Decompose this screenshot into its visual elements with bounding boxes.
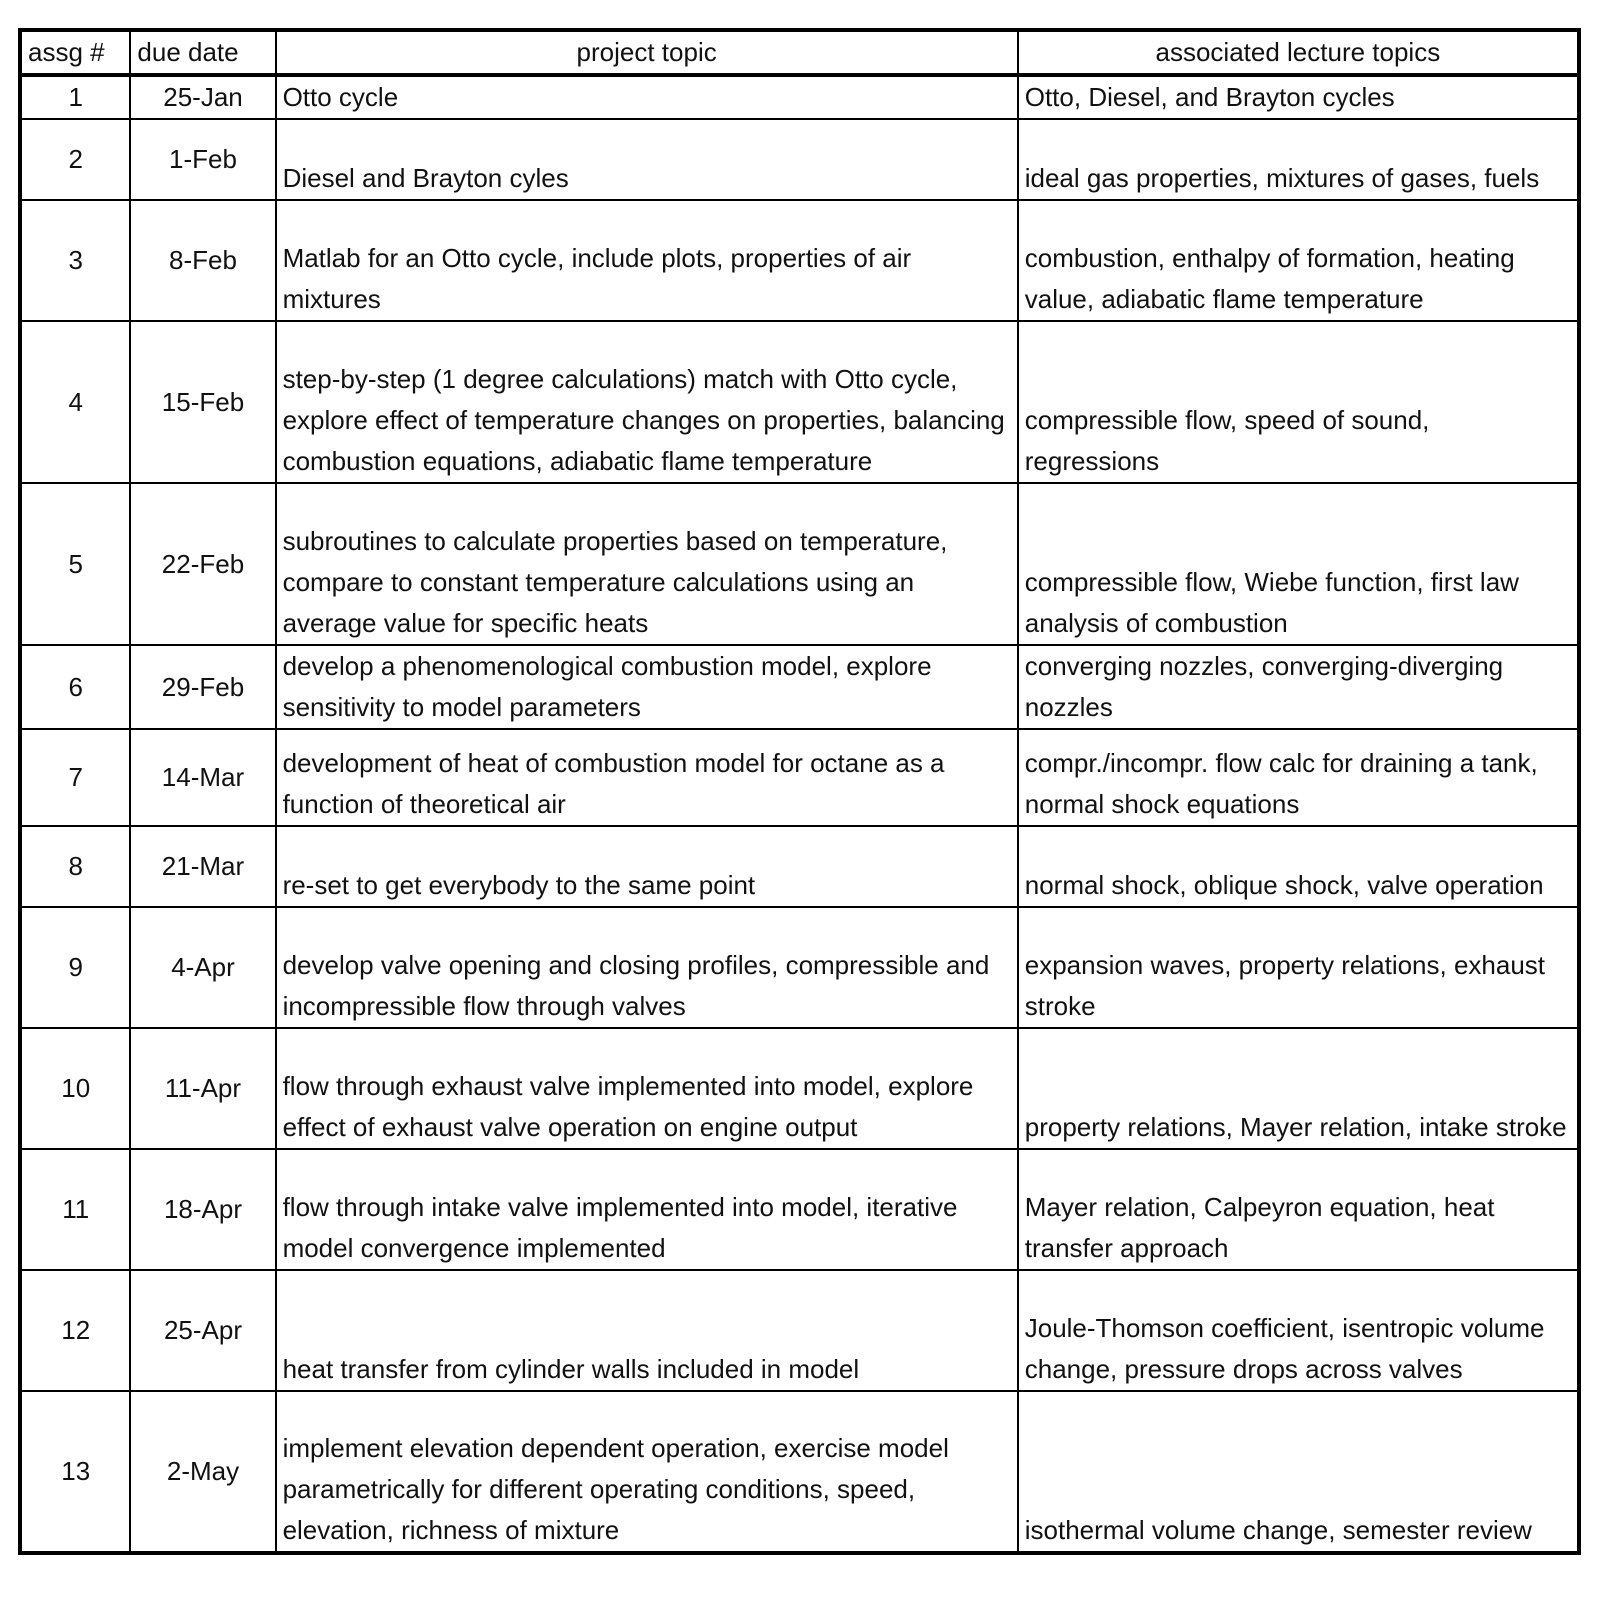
cell-assignment-number: 13 xyxy=(20,1391,130,1553)
table-row xyxy=(20,1149,1579,1270)
header-assignment-number: assg # xyxy=(20,30,130,75)
cell-assignment-number: 9 xyxy=(20,907,130,1028)
table-row xyxy=(20,483,1579,645)
cell-project-topic: step-by-step (1 degree calculations) match with Otto cycle, explore effect of temperature changes on properties, balancing combustion equations, adiabatic flame temperature xyxy=(276,321,1018,483)
cell-lecture-topics: ideal gas properties, mixtures of gases, fuels xyxy=(1018,119,1579,200)
cell-due-date: 15-Feb xyxy=(130,321,275,483)
table-row xyxy=(20,200,1579,321)
cell-lecture-topics: compr./incompr. flow calc for draining a tank, normal shock equations xyxy=(1018,729,1579,826)
header-due-date: due date xyxy=(130,30,275,75)
cell-due-date: 11-Apr xyxy=(130,1028,275,1149)
table-row xyxy=(20,75,1579,119)
cell-project-topic: heat transfer from cylinder walls included in model xyxy=(276,1270,1018,1391)
assignment-schedule-table xyxy=(18,28,1581,1555)
header-lecture-topics: associated lecture topics xyxy=(1018,30,1579,75)
cell-due-date: 22-Feb xyxy=(130,483,275,645)
header-row xyxy=(20,30,1579,75)
header-project-topic: project topic xyxy=(276,30,1018,75)
cell-due-date: 2-May xyxy=(130,1391,275,1553)
cell-assignment-number: 2 xyxy=(20,119,130,200)
table-row xyxy=(20,1270,1579,1391)
table-row xyxy=(20,907,1579,1028)
cell-lecture-topics: Otto, Diesel, and Brayton cycles xyxy=(1018,75,1579,119)
cell-due-date: 14-Mar xyxy=(130,729,275,826)
table-row xyxy=(20,321,1579,483)
cell-due-date: 21-Mar xyxy=(130,826,275,907)
cell-lecture-topics: property relations, Mayer relation, intake stroke xyxy=(1018,1028,1579,1149)
cell-due-date: 18-Apr xyxy=(130,1149,275,1270)
cell-project-topic: implement elevation dependent operation, exercise model parametrically for different operating conditions, speed, elevation, richness of mixture xyxy=(276,1391,1018,1553)
cell-due-date: 25-Apr xyxy=(130,1270,275,1391)
cell-assignment-number: 10 xyxy=(20,1028,130,1149)
cell-project-topic: Matlab for an Otto cycle, include plots, properties of air mixtures xyxy=(276,200,1018,321)
cell-due-date: 25-Jan xyxy=(130,75,275,119)
cell-assignment-number: 4 xyxy=(20,321,130,483)
cell-due-date: 1-Feb xyxy=(130,119,275,200)
cell-assignment-number: 8 xyxy=(20,826,130,907)
cell-project-topic: develop valve opening and closing profiles, compressible and incompressible flow through valves xyxy=(276,907,1018,1028)
cell-lecture-topics: Mayer relation, Calpeyron equation, heat transfer approach xyxy=(1018,1149,1579,1270)
cell-assignment-number: 5 xyxy=(20,483,130,645)
cell-lecture-topics: expansion waves, property relations, exhaust stroke xyxy=(1018,907,1579,1028)
table-row xyxy=(20,645,1579,729)
table-row xyxy=(20,729,1579,826)
cell-lecture-topics: compressible flow, speed of sound, regressions xyxy=(1018,321,1579,483)
table-body xyxy=(20,75,1579,1553)
cell-lecture-topics: combustion, enthalpy of formation, heating value, adiabatic flame temperature xyxy=(1018,200,1579,321)
cell-assignment-number: 7 xyxy=(20,729,130,826)
cell-project-topic: flow through exhaust valve implemented into model, explore effect of exhaust valve operation on engine output xyxy=(276,1028,1018,1149)
cell-project-topic: develop a phenomenological combustion model, explore sensitivity to model parameters xyxy=(276,645,1018,729)
cell-assignment-number: 6 xyxy=(20,645,130,729)
cell-due-date: 8-Feb xyxy=(130,200,275,321)
cell-project-topic: subroutines to calculate properties based on temperature, compare to constant temperature calculations using an average value for specific heats xyxy=(276,483,1018,645)
table-row xyxy=(20,119,1579,200)
cell-project-topic: Otto cycle xyxy=(276,75,1018,119)
cell-due-date: 29-Feb xyxy=(130,645,275,729)
cell-lecture-topics: Joule-Thomson coefficient, isentropic volume change, pressure drops across valves xyxy=(1018,1270,1579,1391)
cell-lecture-topics: isothermal volume change, semester review xyxy=(1018,1391,1579,1553)
cell-assignment-number: 11 xyxy=(20,1149,130,1270)
table-row xyxy=(20,1391,1579,1553)
cell-project-topic: re-set to get everybody to the same point xyxy=(276,826,1018,907)
cell-lecture-topics: compressible flow, Wiebe function, first law analysis of combustion xyxy=(1018,483,1579,645)
cell-due-date: 4-Apr xyxy=(130,907,275,1028)
cell-assignment-number: 1 xyxy=(20,75,130,119)
cell-assignment-number: 12 xyxy=(20,1270,130,1391)
cell-assignment-number: 3 xyxy=(20,200,130,321)
table-row xyxy=(20,826,1579,907)
cell-project-topic: development of heat of combustion model for octane as a function of theoretical air xyxy=(276,729,1018,826)
cell-project-topic: Diesel and Brayton cyles xyxy=(276,119,1018,200)
cell-lecture-topics: normal shock, oblique shock, valve operation xyxy=(1018,826,1579,907)
table-row xyxy=(20,1028,1579,1149)
cell-project-topic: flow through intake valve implemented into model, iterative model convergence implemented xyxy=(276,1149,1018,1270)
cell-lecture-topics: converging nozzles, converging-diverging nozzles xyxy=(1018,645,1579,729)
